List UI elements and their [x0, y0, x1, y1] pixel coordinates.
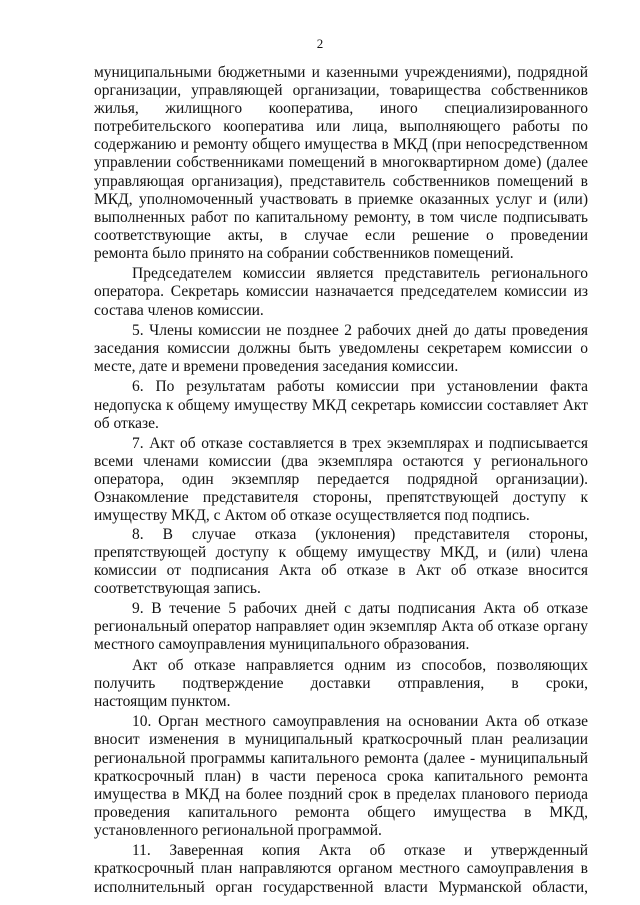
page-number: 2 [316, 36, 324, 51]
text-line: выполненных работ по капитальному ремонту, в том числе подписывать [94, 208, 588, 226]
text-line: всеми членами комиссии (два экземпляра остаются у регионального [94, 453, 588, 471]
text-line: имуществу МКД, с Актом об отказе осуществляется под подпись. [94, 507, 530, 525]
text-line: ремонта было принято на собрании собственников помещений. [94, 244, 514, 262]
text-line: настоящим пунктом. [94, 692, 231, 710]
text-line: исполнительный орган государственной власти Мурманской области, [94, 878, 588, 896]
text-line: Акт об отказе направляется одним из способов, позволяющих [132, 656, 588, 674]
text-line: комиссии от подписания Акта об отказе в Акт об отказе вносится [94, 561, 588, 579]
text-line: краткосрочный план) в части переноса срока капитального ремонта [94, 767, 588, 785]
text-line: имущества в МКД на более поздний срок в пределах планового периода [94, 785, 588, 803]
text-line: оператора, один экземпляр передается подрядной организации). [94, 471, 588, 489]
text-line: 11. Заверенная копия Акта об отказе и утвержденный [132, 842, 588, 860]
text-line: соответствующая запись. [94, 579, 261, 597]
text-line: 8. В случае отказа (уклонения) представителя стороны, [132, 525, 588, 543]
text-line: организации, управляющей организации, товарищества собственников [94, 82, 588, 100]
text-line: 6. По результатам работы комиссии при установлении факта [132, 378, 588, 396]
text-line: получить подтверждение доставки отправления, в сроки, [94, 674, 588, 692]
text-line: заседания комиссии должны быть уведомлены секретарем комиссии о [94, 340, 588, 357]
text-line: 7. Акт об отказе составляется в трех экземплярах и подписывается [132, 435, 588, 453]
text-line: оператора. Секретарь комиссии назначается председателем комиссии из [94, 283, 588, 301]
text-line: 10. Орган местного самоуправления на основании Акта об отказе [132, 713, 588, 731]
text-line: региональный оператор направляет один экземпляр Акта об отказе органу [94, 618, 588, 636]
text-line: установленного региональной программой. [94, 821, 382, 839]
text-line: управлении собственниками помещений в многоквартирном доме) (далее [94, 154, 588, 172]
text-line: Ознакомление представителя стороны, препятствующей доступу к [94, 489, 588, 507]
text-line: муниципальными бюджетными и казенными учреждениями), подрядной [94, 64, 588, 81]
text-line: 5. Члены комиссии не позднее 2 рабочих дней до даты проведения [132, 321, 588, 339]
text-line: управляющая организация), представитель собственников помещений в [94, 172, 588, 190]
text-line: состава членов комиссии. [94, 301, 264, 319]
text-line: месте, дате и времени проведения заседания комиссии. [94, 358, 459, 376]
text-line: об отказе. [94, 414, 159, 432]
text-line: недопуска к общему имуществу МКД секретарь комиссии составляет Акт [94, 396, 588, 414]
text-line: соответствующие акты, в случае если решение о проведении [94, 226, 588, 244]
text-line: потребительского кооператива или лица, выполняющего работы по [94, 118, 588, 136]
text-line: препятствующей доступу к общему имуществу МКД, и (или) члена [94, 543, 588, 561]
text-line: МКД, уполномоченный участвовать в приемке оказанных услуг и (или) [94, 190, 588, 208]
document-body [94, 64, 588, 897]
text-line: вносит изменения в муниципальный краткосрочный план реализации [94, 731, 588, 749]
text-line: региональной программы капитального ремонта (далее - муниципальный [94, 749, 588, 767]
text-line: краткосрочный план направляются органом местного самоуправления в [94, 860, 588, 878]
text-line: 9. В течение 5 рабочих дней с даты подписания Акта об отказе [132, 600, 588, 618]
text-line: Председателем комиссии является представитель регионального [132, 265, 588, 283]
text-line: содержанию и ремонту общего имущества в МКД (при непосредственном [94, 136, 588, 154]
text-line: жилья, жилищного кооператива, иного специализированного [94, 100, 588, 118]
text-line: местного самоуправления муниципального образования. [94, 636, 470, 654]
text-line: проведения капитального ремонта общего имущества в МКД, [94, 803, 588, 821]
